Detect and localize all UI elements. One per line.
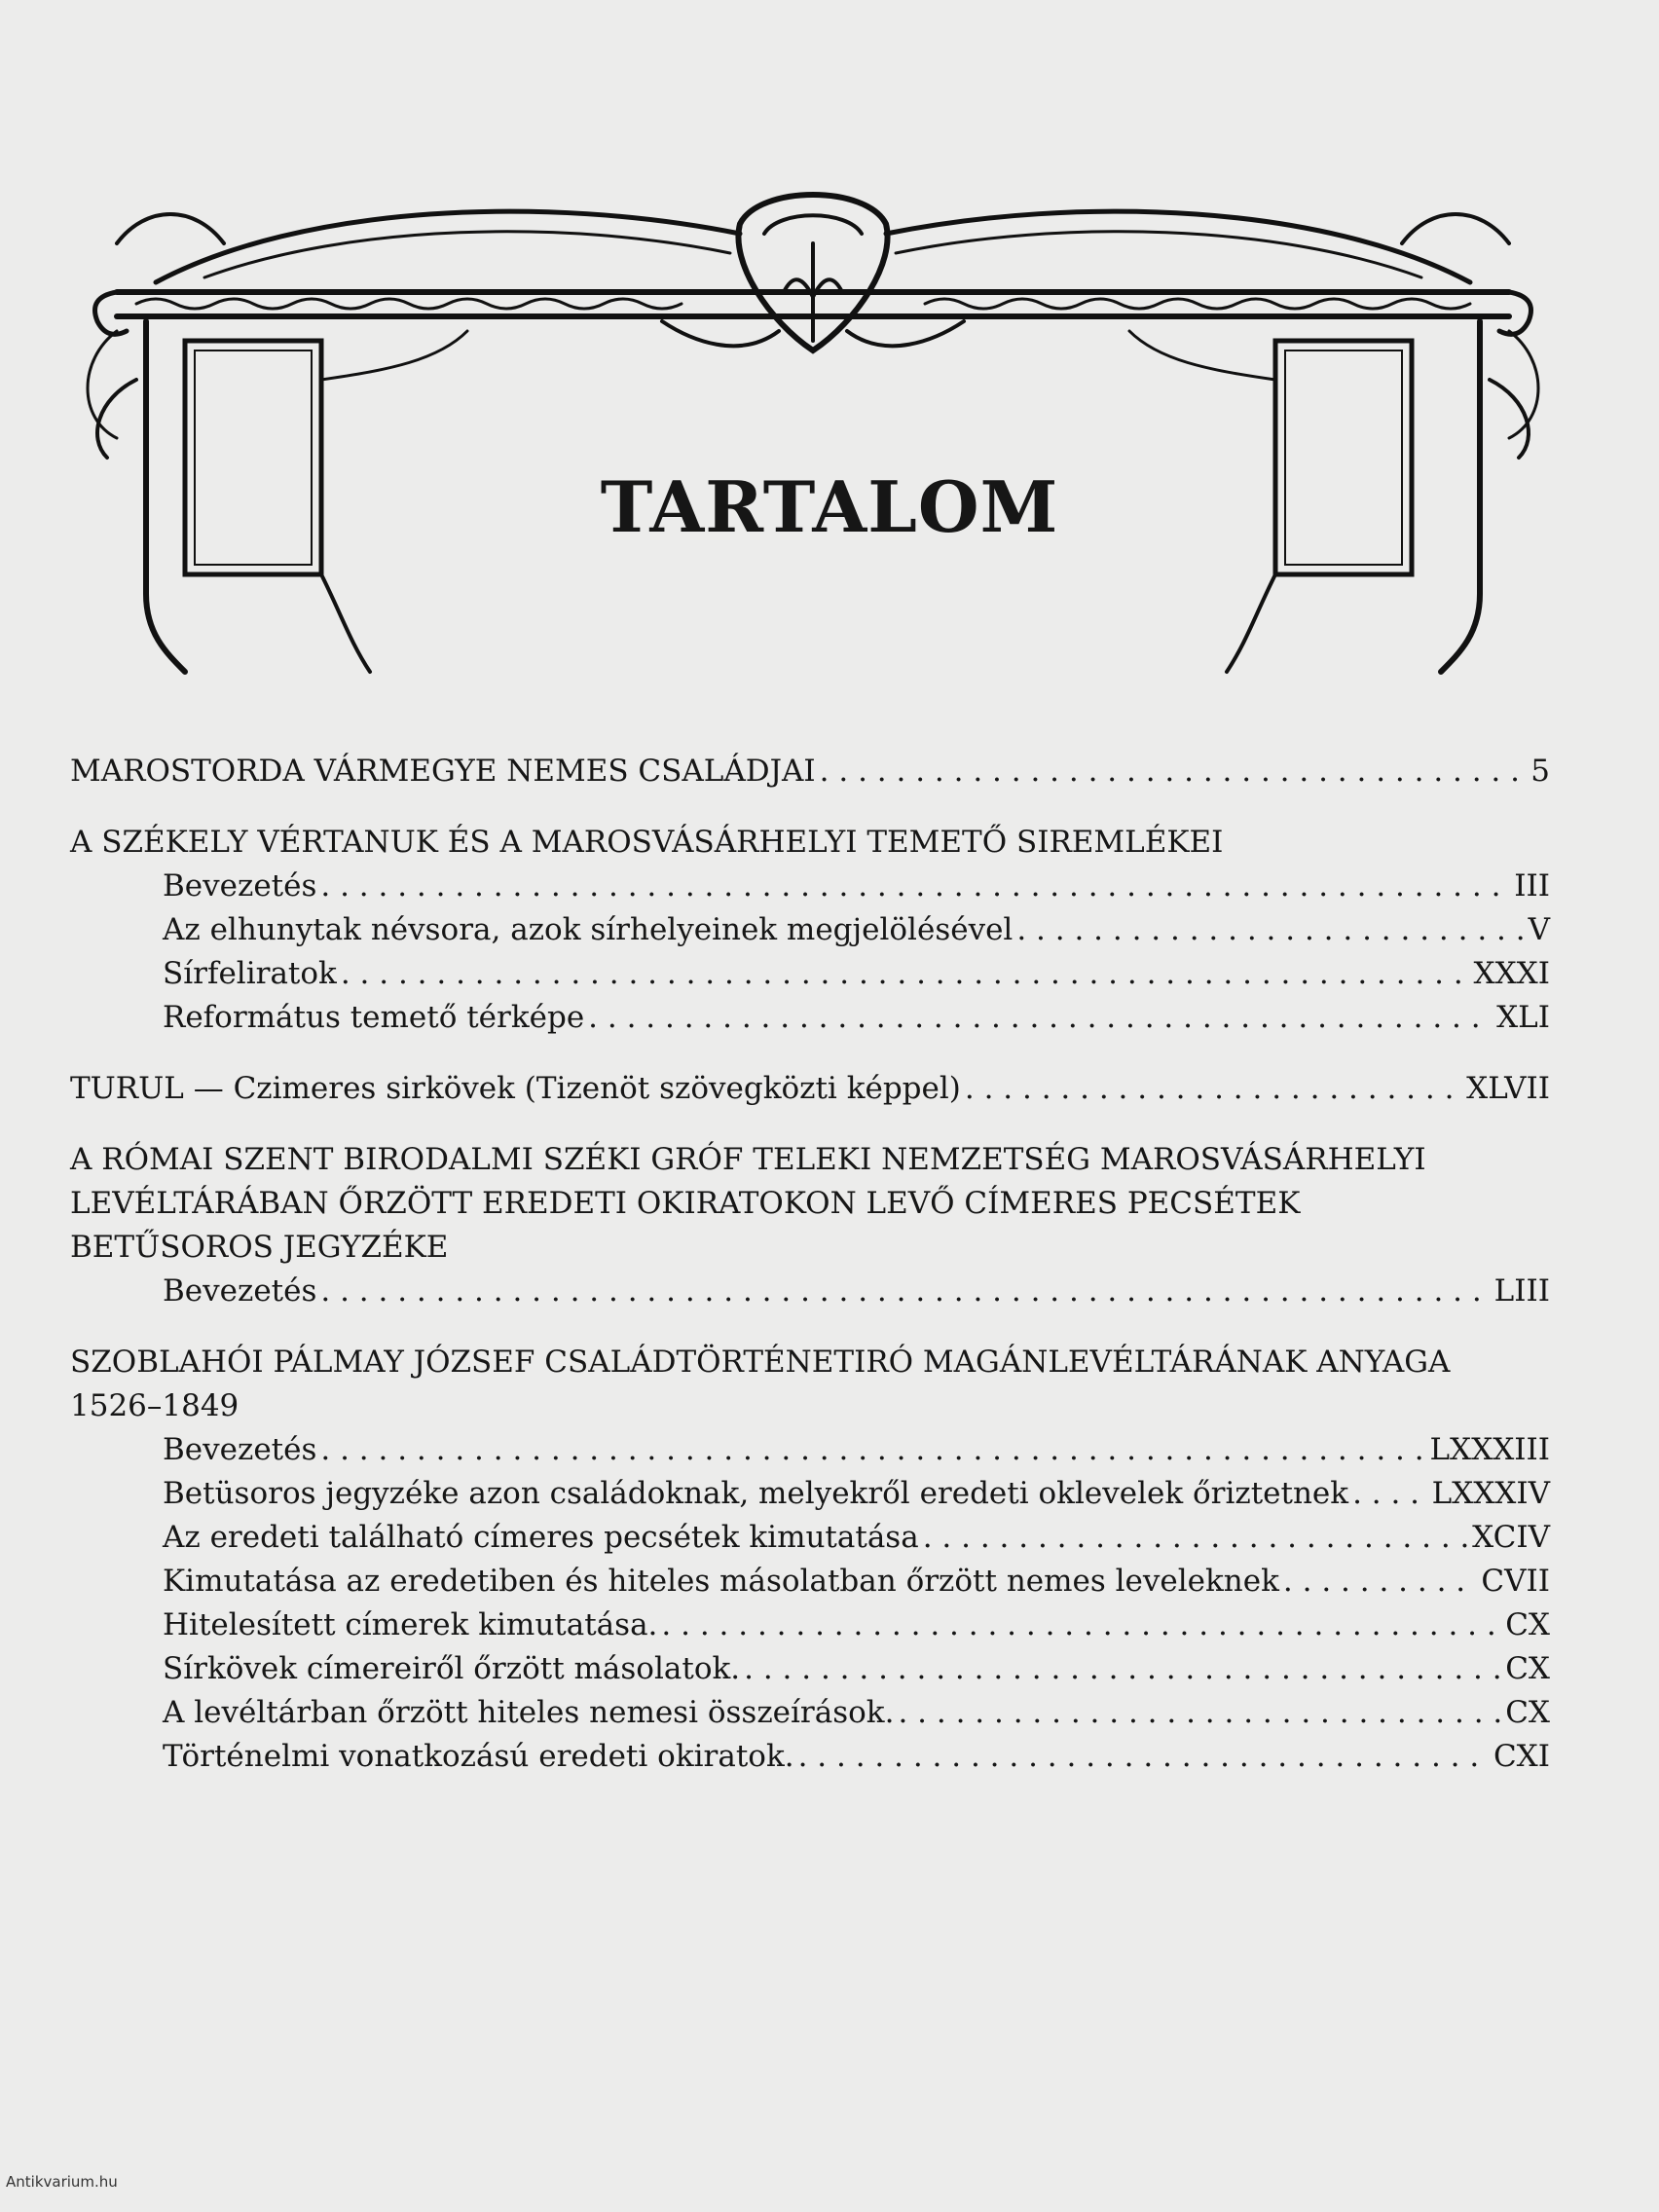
toc-entry: [70, 1067, 1550, 1111]
toc-entry-title: Hitelesített címerek kimutatása.: [163, 1607, 658, 1642]
toc-entry: [70, 1516, 1550, 1560]
dot-leader: [820, 750, 1528, 793]
toc-entry-page: CXI: [1493, 1739, 1550, 1774]
toc-entry-page: 5: [1530, 754, 1550, 789]
toc-entry: [70, 1560, 1550, 1604]
toc-entry-title: MAROSTORDA VÁRMEGYE NEMES CSALÁDJAI: [70, 754, 816, 789]
toc-entry-page: XLI: [1496, 1000, 1550, 1035]
toc-section-heading-line: A RÓMAI SZENT BIRODALMI SZÉKI GRÓF TELEKI NEMZETSÉG MAROSVÁSÁRHELYI: [70, 1142, 1426, 1177]
toc-entry-title: TURUL — Czimeres sirkövek (Tizenöt szövegközti képpel): [70, 1071, 961, 1106]
toc-entry-page: LXXXIV: [1431, 1476, 1550, 1511]
toc-entry-title: Történelmi vonatkozású eredeti okiratok.: [163, 1739, 794, 1774]
toc-entry: [70, 1472, 1550, 1516]
toc-entry-page: LXXXIII: [1429, 1432, 1550, 1467]
toc-section-heading-line: LEVÉLTÁRÁBAN ŐRZÖTT EREDETI OKIRATOKON LEVŐ CÍMERES PECSÉTEK: [70, 1186, 1301, 1221]
toc-entry-page: XLVII: [1466, 1071, 1550, 1106]
toc-entry: [70, 908, 1550, 952]
toc-entry-title: Betüsoros jegyzéke azon családoknak, melyekről eredeti oklevelek őriztetnek: [163, 1476, 1349, 1511]
toc-entry-page: III: [1514, 868, 1550, 903]
table-of-contents: [70, 750, 1550, 1806]
toc-entry-title: Az elhunytak névsora, azok sírhelyeinek megjelölésével: [163, 912, 1014, 947]
toc-entry: [70, 952, 1550, 996]
toc-section-1: [70, 750, 1550, 793]
toc-entry: [70, 1604, 1550, 1647]
dot-leader: [320, 865, 1510, 908]
dot-leader: [798, 1735, 1490, 1779]
toc-section-4: [70, 1138, 1550, 1313]
toc-entry-page: CX: [1505, 1695, 1550, 1730]
toc-entry-page: LIII: [1493, 1273, 1550, 1309]
dot-leader: [1283, 1560, 1477, 1604]
dot-leader: [1016, 908, 1524, 952]
toc-entry-page: V: [1528, 912, 1550, 947]
dot-leader: [320, 1270, 1490, 1313]
toc-section-5: [70, 1341, 1550, 1779]
toc-entry-title: Református temető térképe: [163, 1000, 585, 1035]
toc-entry: [70, 996, 1550, 1040]
page-title: TARTALOM: [600, 465, 1059, 548]
dot-leader: [661, 1604, 1501, 1647]
toc-section-3: [70, 1067, 1550, 1111]
dot-leader: [320, 1428, 1425, 1472]
toc-entry: [70, 1428, 1550, 1472]
toc-section-heading-line: 1526–1849: [70, 1388, 240, 1423]
toc-entry-title: Bevezetés: [163, 1273, 317, 1309]
art-nouveau-frame-ornament: [58, 185, 1567, 691]
watermark: Antikvarium.hu: [6, 2173, 118, 2191]
toc-entry-title: Az eredeti található címeres pecsétek kimutatása: [163, 1520, 919, 1555]
dot-leader: [744, 1647, 1501, 1691]
toc-entry-title: Bevezetés: [163, 1432, 317, 1467]
toc-entry-page: CVII: [1481, 1564, 1550, 1599]
toc-entry-page: CX: [1505, 1651, 1550, 1686]
toc-entry: [70, 1647, 1550, 1691]
toc-section-2: [70, 821, 1550, 1040]
dot-leader: [965, 1067, 1462, 1111]
dot-leader: [341, 952, 1470, 996]
toc-entry: [70, 1270, 1550, 1313]
dot-leader: [923, 1516, 1468, 1560]
toc-entry: [70, 1691, 1550, 1735]
dot-leader: [1352, 1472, 1428, 1516]
toc-entry-title: Sírkövek címereiről őrzött másolatok.: [163, 1651, 741, 1686]
toc-entry: [70, 750, 1550, 793]
toc-entry-title: Sírfeliratok: [163, 956, 337, 991]
toc-entry-page: CX: [1505, 1607, 1550, 1642]
toc-section-heading-line: SZOBLAHÓI PÁLMAY JÓZSEF CSALÁDTÖRTÉNETIRÓ MAGÁNLEVÉLTÁRÁNAK ANYAGA: [70, 1345, 1451, 1380]
toc-section-heading: A SZÉKELY VÉRTANUK ÉS A MAROSVÁSÁRHELYI TEMETŐ SIREMLÉKEI: [70, 825, 1224, 860]
dot-leader: [588, 996, 1493, 1040]
toc-entry-page: XXXI: [1473, 956, 1550, 991]
toc-entry-page: XCIV: [1472, 1520, 1550, 1555]
toc-entry: [70, 1735, 1550, 1779]
toc-entry-title: Bevezetés: [163, 868, 317, 903]
toc-entry-title: A levéltárban őrzött hiteles nemesi összeírások.: [163, 1695, 895, 1730]
toc-entry-title: Kimutatása az eredetiben és hiteles másolatban őrzött nemes leveleknek: [163, 1564, 1279, 1599]
dot-leader: [898, 1691, 1501, 1735]
toc-entry: [70, 865, 1550, 908]
toc-section-heading-line: BETŰSOROS JEGYZÉKE: [70, 1230, 449, 1265]
